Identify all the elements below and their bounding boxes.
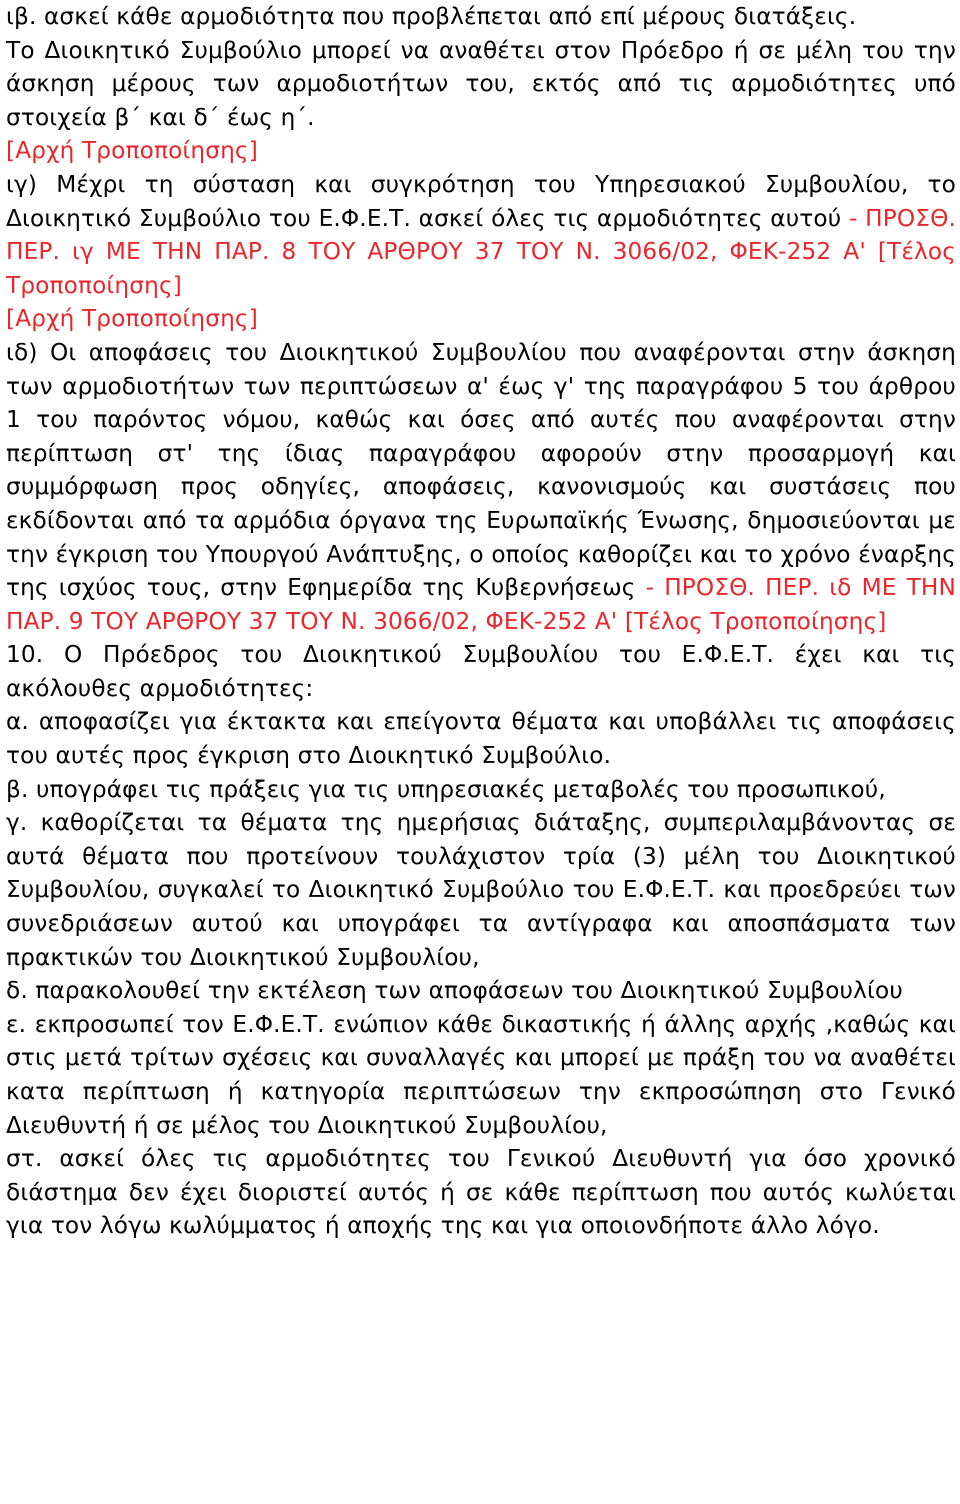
amendment-start-marker: [Αρχή Τροποποίησης] [6, 137, 258, 165]
amendment-start-marker-2: [Αρχή Τροποποίησης] [6, 305, 258, 333]
paragraph-d: δ. παρακολουθεί την εκτέλεση των αποφάσεων του Διοικητικού Συμβουλίου [6, 977, 903, 1005]
paragraph-a: α. αποφασίζει για έκτακτα και επείγοντα θέματα και υποβάλλει τις αποφάσεις του αυτές προς έγκριση στο Διοικητικό Συμβούλιο. [6, 708, 956, 770]
paragraph-delegation: Το Διοικητικό Συμβούλιο μπορεί να αναθέτει στον Πρόεδρο ή σε μέλη του την άσκηση μέρους των αρμοδιοτήτων του, εκτός από τις αρμοδιότητες υπό στοιχεία β΄ και δ΄ έως η΄. [6, 36, 956, 131]
paragraph-ig [6, 168, 956, 302]
paragraph-ig-text: ιγ) Μέχρι τη σύσταση και συγκρότηση του Υπηρεσιακού Συμβουλίου, το Διοικητικό Συμβούλιο του Ε.Φ.Ε.Τ. ασκεί όλες τις αρμοδιότητες αυτού [6, 170, 956, 232]
paragraph-id [6, 336, 956, 638]
amendment-note-id: - ΠΡΟΣΘ. ΠΕΡ. ιδ ΜΕ ΤΗΝ ΠΑΡ. 9 ΤΟΥ ΑΡΘΡΟΥ 37 ΤΟΥ Ν. 3066/02, ΦΕΚ-252 Α' [Τέλος Τροποποίησης] [6, 574, 956, 635]
paragraph-ib: ιβ. ασκεί κάθε αρμοδιότητα που προβλέπεται από επί μέρους διατάξεις. [6, 3, 857, 30]
paragraph-10: 10. Ο Πρόεδρος του Διοικητικού Συμβουλίου του Ε.Φ.Ε.Τ. έχει και τις ακόλουθες αρμοδιότητες: [6, 641, 956, 702]
amendment-note-ig: - ΠΡΟΣΘ. ΠΕΡ. ιγ ΜΕ ΤΗΝ ΠΑΡ. 8 ΤΟΥ ΑΡΘΡΟΥ 37 ΤΟΥ Ν. 3066/02, ΦΕΚ-252 Α' [Τέλος Τροποποίησης] [6, 204, 956, 299]
paragraph-g: γ. καθορίζεται τα θέματα της ημερήσιας διάταξης, συμπεριλαμβάνοντας σε αυτά θέματα που προτείνουν τουλάχιστον τρία (3) μέλη του Διοικητικού Συμβουλίου, συγκαλεί το Διοικητικό Συμβούλιο του Ε.Φ.Ε.Τ. και προεδρεύει των συνεδριάσεων αυτού και υπογράφει τα αντίγραφα και αποσπάσματα των πρακτικών του Διοικητικού Συμβουλίου, [6, 809, 956, 971]
paragraph-b: β. υπογράφει τις πράξεις για τις υπηρεσιακές μεταβολές του προσωπικού, [6, 775, 886, 803]
paragraph-id-text: ιδ) Οι αποφάσεις του Διοικητικού Συμβουλίου που αναφέρονται στην άσκηση των αρμοδιοτήτων των περιπτώσεων α' έως γ' της παραγράφου 5 του άρθρου 1 του παρόντος νόμου, καθώς και όσες από αυτές που αναφέρονται στην περίπτωση στ' της ίδιας παραγράφου αφορούν στην προσαρμογή και συμμόρφωση προς οδηγίες, αποφάσεις, κανονισμούς και συστάσεις που εκδίδονται από τα αρμόδια όργανα της Ευρωπαϊκής Ένωσης, δημοσιεύονται με την έγκριση του Υπουργού Ανάπτυξης, ο οποίος καθορίζει και το χρόνο έναρξης της ισχύος τους, στην Εφημερίδα της Κυβερνήσεως [6, 338, 956, 602]
paragraph-st: στ. ασκεί όλες τις αρμοδιότητες του Γενικού Διευθυντή για όσο χρονικό διάστημα δεν έχει διοριστεί αυτός ή σε κάθε περίπτωση που αυτός κωλύεται για τον λόγω κωλύμματος ή αποχής της και για οποιονδήποτε άλλο λόγο. [6, 1145, 956, 1240]
paragraph-e: ε. εκπροσωπεί τον Ε.Φ.Ε.Τ. ενώπιον κάθε δικαστικής ή άλλης αρχής ,καθώς και στις μετά τρίτων σχέσεις και συναλλαγές και μπορεί με πράξη του να αναθέτει κατα περίπτωση ή κατηγορία περιπτώσεων την εκπροσώπηση στο Γενικό Διευθυντή ή σε μέλος του Διοικητικού Συμβουλίου, [6, 1010, 956, 1139]
